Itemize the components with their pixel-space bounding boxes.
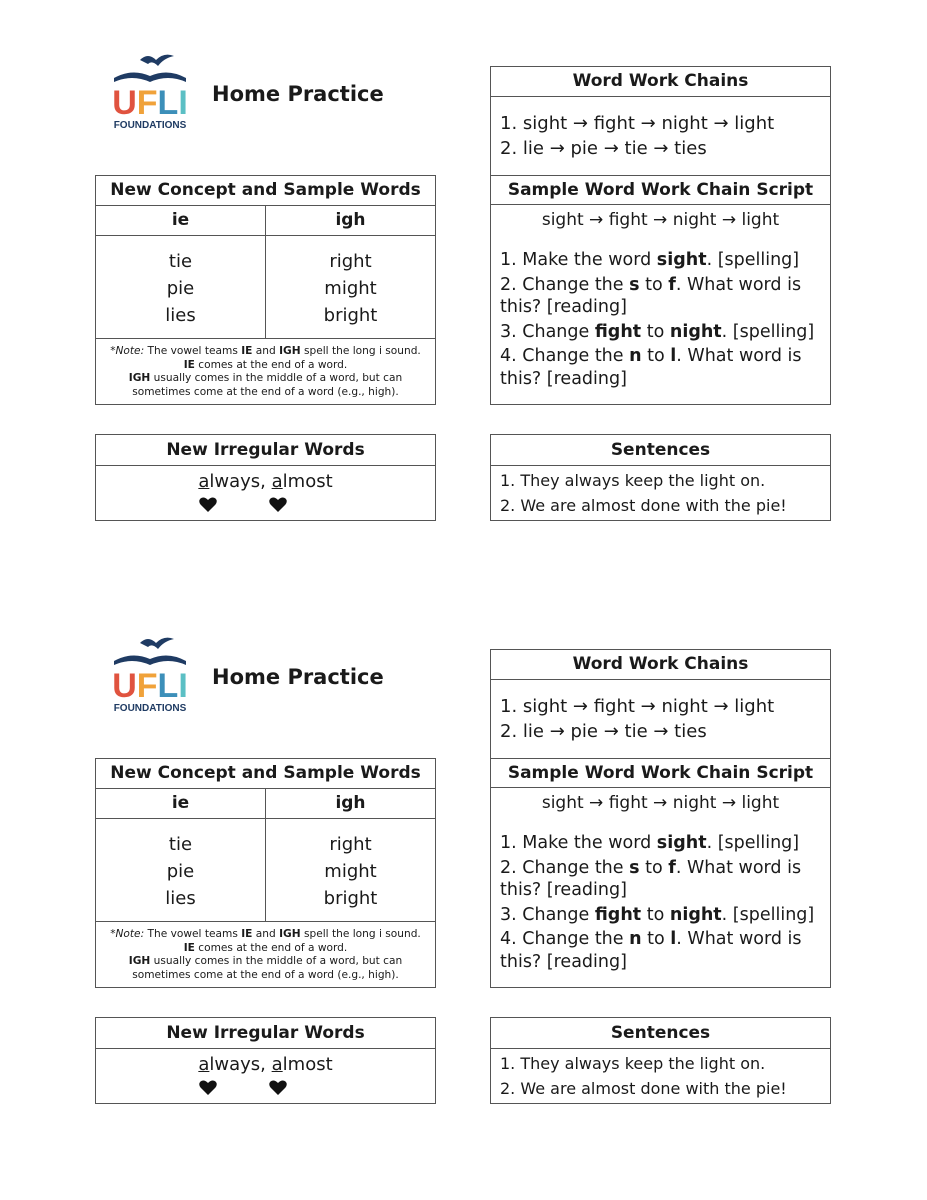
word-work-chains-box (490, 66, 831, 176)
svg-text:UFLI: UFLI (112, 667, 188, 705)
script-chain: sight → fight → night → light (541, 210, 780, 230)
svg-text:FOUNDATIONS: FOUNDATIONS (113, 703, 187, 714)
irregular-header: New Irregular Words (96, 435, 435, 466)
irregular-words-box (95, 1017, 436, 1104)
script-header: Sample Word Work Chain Script (491, 176, 830, 205)
chain-script-box (490, 759, 831, 988)
chains-header: Word Work Chains (491, 67, 830, 97)
chain-script-box (490, 176, 831, 405)
new-concept-table (95, 758, 436, 988)
sentence-item: 2. We are almost done with the pie! (500, 1079, 787, 1098)
ufli-logo-icon (110, 633, 190, 715)
concept-header: New Concept and Sample Words (96, 176, 435, 206)
script-step: 2. Change the s to f. What word is this? [reading] (500, 857, 802, 900)
chain-item: 1. sight → fight → night → light (500, 113, 775, 134)
svg-text:UFLI: UFLI (112, 84, 188, 122)
concept-note: *Note: The vowel teams IE and IGH spell the long i sound. IE comes at the end of a word. IGH usually comes in the middle of a word, but can sometimes come at the end of a word (e.g., high). (110, 345, 421, 398)
chain-item: 2. lie → pie → tie → ties (500, 721, 707, 742)
sample-word: bright (323, 888, 378, 909)
chain-item: 2. lie → pie → tie → ties (500, 138, 707, 159)
sample-word: lies (165, 305, 196, 326)
script-step: 3. Change fight to night. [spelling] (500, 904, 815, 925)
word-work-chains-box (490, 649, 831, 759)
sample-word: right (329, 834, 372, 855)
col-header-ie: ie (96, 206, 266, 235)
page-title: Home Practice (212, 82, 384, 106)
heart-icon (269, 497, 287, 512)
concept-header: New Concept and Sample Words (96, 759, 435, 789)
sentences-header: Sentences (491, 435, 830, 466)
practice-copy-2 (0, 583, 927, 1166)
practice-copy-1 (0, 0, 927, 583)
heart-icon (199, 1080, 217, 1095)
sentence-item: 1. They always keep the light on. (500, 1054, 766, 1073)
script-step: 4. Change the n to l. What word is this? [reading] (500, 929, 802, 972)
irregular-words: always, almost (198, 471, 333, 492)
sample-word: tie (168, 834, 193, 855)
irregular-words: always, almost (198, 1054, 333, 1075)
script-step: 1. Make the word sight. [spelling] (500, 250, 800, 270)
sample-word: bright (323, 305, 378, 326)
irregular-words-box (95, 434, 436, 521)
heart-icon (199, 497, 217, 512)
script-step: 2. Change the s to f. What word is this? [reading] (500, 274, 802, 317)
script-chain: sight → fight → night → light (541, 793, 780, 813)
script-step: 1. Make the word sight. [spelling] (500, 833, 800, 853)
script-step: 4. Change the n to l. What word is this? [reading] (500, 346, 802, 389)
chains-header: Word Work Chains (491, 650, 830, 680)
ufli-logo-icon (110, 50, 190, 132)
sentences-box (490, 1017, 831, 1104)
page-title: Home Practice (212, 665, 384, 689)
sentence-item: 2. We are almost done with the pie! (500, 496, 787, 515)
chain-item: 1. sight → fight → night → light (500, 696, 775, 717)
col-header-igh: igh (335, 210, 366, 230)
svg-text:FOUNDATIONS: FOUNDATIONS (113, 120, 187, 131)
script-header: Sample Word Work Chain Script (491, 759, 830, 788)
new-concept-table (95, 175, 436, 405)
sample-word: might (324, 861, 377, 882)
col-header-ie: ie (96, 789, 266, 818)
heart-icon (269, 1080, 287, 1095)
sample-word: right (329, 251, 372, 272)
sentences-header: Sentences (491, 1018, 830, 1049)
sentences-box (490, 434, 831, 521)
sample-word: might (324, 278, 377, 299)
irregular-header: New Irregular Words (96, 1018, 435, 1049)
sentence-item: 1. They always keep the light on. (500, 471, 766, 490)
col-header-igh: igh (335, 793, 366, 813)
sample-word: pie (166, 278, 195, 299)
script-step: 3. Change fight to night. [spelling] (500, 321, 815, 342)
sample-word: lies (165, 888, 196, 909)
sample-word: tie (168, 251, 193, 272)
sample-word: pie (166, 861, 195, 882)
concept-note: *Note: The vowel teams IE and IGH spell the long i sound. IE comes at the end of a word. IGH usually comes in the middle of a word, but can sometimes come at the end of a word (e.g., high). (110, 928, 421, 981)
